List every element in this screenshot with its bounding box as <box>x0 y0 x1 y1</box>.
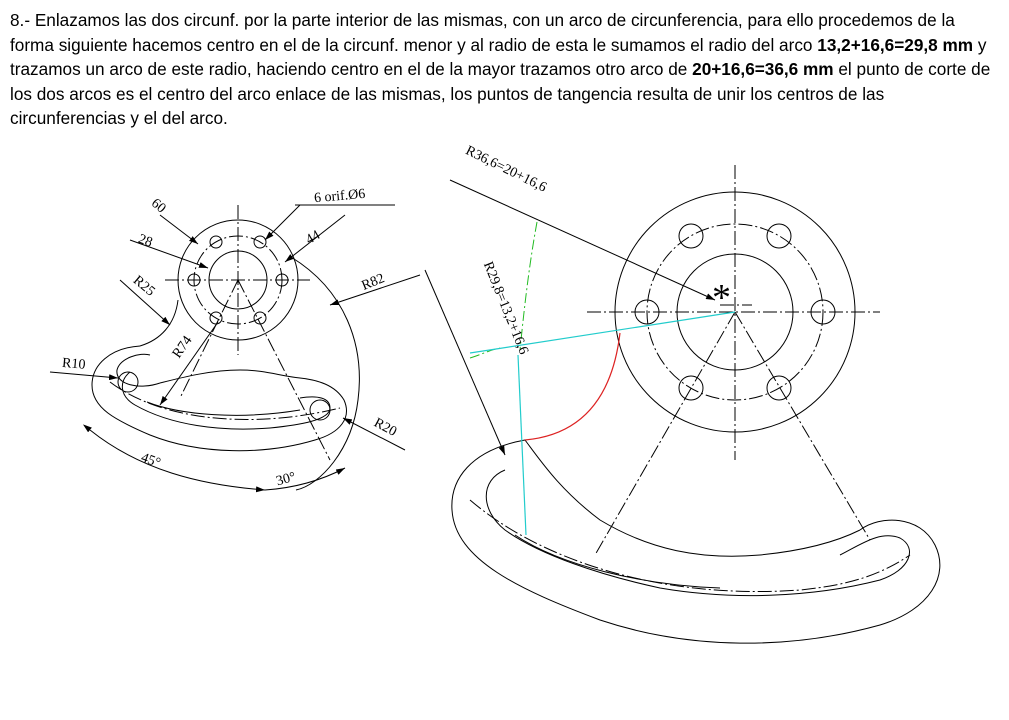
label-28: 28 <box>136 231 155 251</box>
label-r82: R82 <box>359 271 387 294</box>
label-30: 30° <box>274 469 298 490</box>
label-r36: R36,6=20+16,6 <box>462 143 549 196</box>
label-r20: R20 <box>371 415 399 440</box>
label-r29: R29,8=13,2+16,6 <box>479 259 531 357</box>
big-slot-top-profile <box>525 440 860 556</box>
label-r25: R25 <box>129 273 158 300</box>
hub-radial-line <box>238 280 330 460</box>
large-drawing <box>425 143 940 643</box>
label-r74: R74 <box>169 333 196 362</box>
tangent-line-small <box>518 355 526 535</box>
big-slot-inner-profile <box>486 470 909 596</box>
slot-inner-profile <box>122 372 330 429</box>
slot-inner-arc <box>147 402 300 415</box>
paragraph-bold-1: 13,2+16,6=29,8 mm <box>817 34 974 55</box>
label-60: 60 <box>148 195 169 217</box>
small-drawing <box>50 187 420 490</box>
center-marker: * <box>712 277 731 319</box>
paragraph-text-3: el punto de corte de los dos arcos es el centro del arco enlace de las mismas, los puntos de tangencia resulta de unir los centros de las circunferencias y el del arco. <box>10 59 991 129</box>
dim-60-leader <box>160 215 198 244</box>
slot-centerline <box>110 382 340 420</box>
paragraph-text-2: y trazamos un arco de este radio, haciendo centro en el de la mayor trazamos otro arco de <box>10 34 987 80</box>
holes-leader <box>265 205 300 240</box>
big-radial-line <box>595 312 735 555</box>
dim-45-arc <box>90 430 265 490</box>
profile-r82 <box>291 257 359 490</box>
dim-r29-leader <box>425 270 505 455</box>
dim-r74-leader <box>160 322 218 405</box>
paragraph-text-1: 8.- Enlazamos las dos circunf. por la parte interior de las mismas, con un arco de circunferencia, para ello procedemos de la forma siguiente hacemos centro en el de la circunf. menor y al radio de esta le sumamos el radio del arco <box>10 10 955 55</box>
dim-r10-leader <box>50 372 118 378</box>
hole <box>679 224 703 248</box>
label-holes: 6 orif.Ø6 <box>313 186 366 207</box>
big-slot-centerline <box>470 500 910 592</box>
label-r10: R10 <box>61 355 87 373</box>
fillet-r25 <box>140 300 178 346</box>
connecting-arc <box>525 333 620 440</box>
slot-outer-profile <box>92 346 346 451</box>
big-slot-inner-arc <box>515 535 720 588</box>
label-44: 44 <box>303 227 323 248</box>
paragraph-bold-2: 20+16,6=36,6 mm <box>692 59 834 80</box>
slot-end-hole <box>310 400 330 420</box>
label-45: 45° <box>138 450 163 472</box>
hole <box>767 224 791 248</box>
